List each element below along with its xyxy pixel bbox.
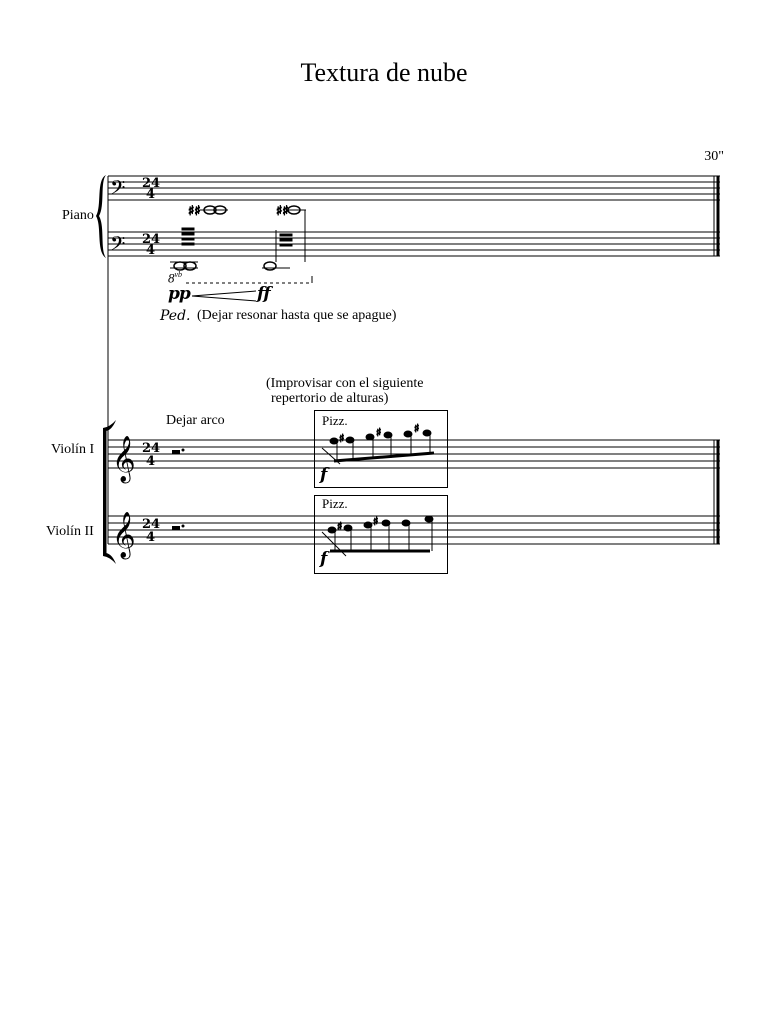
violin2-dynamic-f: f: [320, 549, 327, 569]
duration-marking: 30": [704, 149, 724, 164]
bass-clef-icon: 𝄢: [110, 176, 126, 204]
brace-icon: [96, 175, 106, 258]
violin1-rest: [172, 449, 185, 455]
violin2-rest: [172, 525, 185, 531]
violin2-pizz-label: Pizz.: [322, 496, 348, 511]
improvise-instruction-line1: (Improvisar con el siguiente: [266, 376, 424, 391]
violin1-pizz-label: Pizz.: [322, 413, 348, 428]
time-sig-bottom: 4: [146, 454, 156, 469]
time-sig-top: 24: [142, 441, 161, 456]
crescendo-hairpin: [192, 291, 256, 301]
treble-clef-icon: 𝄞: [112, 436, 136, 482]
score-title: Textura de nube: [300, 58, 468, 87]
violin1-dynamic-f: f: [320, 465, 327, 485]
dynamic-pp: pp: [168, 284, 190, 304]
bass-clef-icon: 𝄢: [110, 232, 126, 260]
ottava-suffix: vb: [174, 270, 183, 279]
instrument-name-violin1: Violín I: [51, 442, 95, 457]
dynamic-ff: ff: [257, 284, 270, 304]
time-sig-top: 24: [142, 517, 161, 532]
svg-text:♯: ♯: [339, 432, 345, 445]
time-sig-bottom: 4: [146, 530, 156, 545]
svg-text:♯: ♯: [337, 520, 343, 533]
treble-clef-icon: 𝄞: [112, 512, 136, 558]
svg-text:♯: ♯: [373, 515, 379, 528]
improvise-instruction-line2: repertorio de alturas): [271, 391, 389, 406]
ottava-number: 8: [168, 270, 175, 286]
pedal-marking: Ped.: [160, 308, 191, 324]
time-sig-top: 24: [142, 232, 161, 247]
svg-text:♯: ♯: [376, 426, 382, 439]
final-barline-icon: [714, 176, 718, 544]
ottava-bracket: [186, 276, 312, 283]
piano-cluster-1: [170, 204, 228, 270]
instrument-name-violin2: Violín II: [46, 524, 94, 539]
time-sig-top: 24: [142, 176, 161, 191]
svg-text:♯: ♯: [414, 422, 420, 435]
pedal-instruction: (Dejar resonar hasta que se apague): [197, 308, 397, 323]
svg-text:♯♯: ♯♯: [188, 204, 201, 219]
instrument-name-piano: Piano: [62, 208, 94, 223]
piano-lower-staff: [108, 232, 720, 256]
time-sig-bottom: 4: [146, 187, 156, 202]
arco-instruction: Dejar arco: [166, 413, 225, 428]
time-sig-bottom: 4: [146, 243, 156, 258]
piano-cluster-2: [262, 204, 306, 270]
piano-upper-staff: [108, 176, 720, 200]
svg-text:♯♯: ♯♯: [276, 204, 289, 219]
